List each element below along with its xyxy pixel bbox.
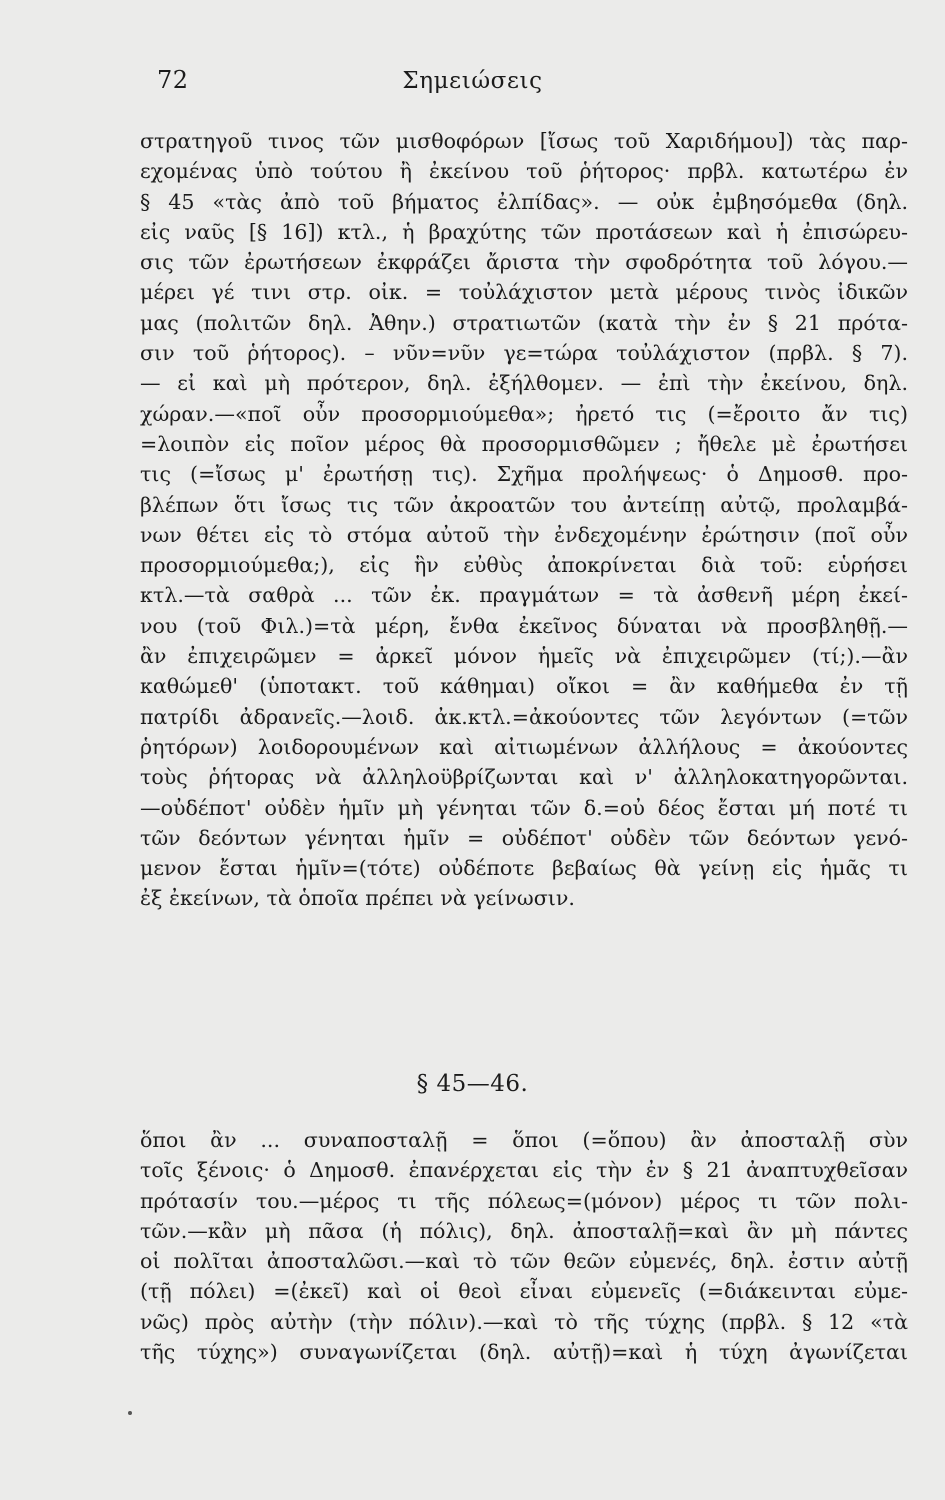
section-heading: § 45—46. — [416, 1071, 529, 1097]
text-line: τῆς τύχης») συναγωνίζεται (δηλ. αὐτῇ)=καὶ ἡ τύχη ἀγωνίζεται — [140, 1340, 908, 1365]
text-line: σιν τοῦ ῥήτορος). – νῦν=νῦν γε=τώρα τοὐλάχιστον (πρβλ. § 7). — [140, 341, 908, 366]
text-line: πρότασίν του.—μέρος τι τῆς πόλεως=(μόνον) μέρος τι τῶν πολι- — [140, 1188, 908, 1213]
text-line: εἰς ναῦς [§ 16]) κτλ., ἡ βραχύτης τῶν προτάσεων καὶ ἡ ἐπισώρευ- — [140, 219, 908, 244]
text-line: καθώμεθ' (ὑποτακτ. τοῦ κάθημαι) οἴκοι = ἂν καθήμεθα ἐν τῇ — [140, 674, 908, 699]
text-line: νου (τοῦ Φιλ.)=τὰ μέρη, ἔνθα ἐκεῖνος δύναται νὰ προσβληθῇ.— — [140, 613, 908, 638]
text-line: (τῇ πόλει) =(ἐκεῖ) καὶ οἱ θεοὶ εἶναι εὐμενεῖς (=διάκεινται εὐμε- — [140, 1279, 908, 1304]
text-line: οἱ πολῖται ἀποσταλῶσι.—καὶ τὸ τῶν θεῶν εὐμενές, δηλ. ἐστιν αὐτῇ — [140, 1249, 908, 1274]
text-line: τῶν δεόντων γένηται ἡμῖν = οὐδέποτ' οὐδὲν τῶν δεόντων γενό- — [140, 825, 908, 850]
text-line: εχομένας ὑπὸ τούτου ἢ ἐκείνου τοῦ ῥήτορος· πρβλ. κατωτέρω ἐν — [140, 159, 908, 184]
text-line: πατρίδι ἀδρανεῖς.—λοιδ. ἀκ.κτλ.=ἀκούοντες τῶν λεγόντων (=τῶν — [140, 704, 908, 729]
text-line: ὅποι ἂν ... συναποσταλῇ = ὅποι (=ὅπου) ἂν ἀποσταλῇ σὺν — [140, 1128, 908, 1152]
text-line: =λοιπὸν εἰς ποῖον μέρος θὰ προσορμισθῶμεν ; ἤθελε μὲ ἐρωτήσει — [140, 431, 908, 456]
text-line: ῥητόρων) λοιδορουμένων καὶ αἰτιωμένων ἀλλήλους = ἀκούοντες — [140, 734, 908, 759]
text-line: τις (=ἴσως μ' ἐρωτήσῃ τις). Σχῆμα προλήψεως· ὁ Δημοσθ. προ- — [140, 462, 908, 487]
text-line: μέρει γέ τινι στρ. οἰκ. = τοὐλάχιστον μετὰ μέρους τινὸς ἰδικῶν — [140, 280, 908, 305]
running-head: Σημειώσεις — [402, 68, 543, 94]
ink-speck — [128, 1411, 132, 1415]
text-line: χώραν.—«ποῖ οὖν προσορμιούμεθα»; ἠρετό τις (=ἔροιτο ἄν τις) — [140, 401, 908, 426]
text-line: βλέπων ὅτι ἴσως τις τῶν ἀκροατῶν του ἀντείπῃ αὐτῷ, προλαμβά- — [140, 492, 908, 517]
text-line: προσορμιούμεθα;), εἰς ἣν εὐθὺς ἀποκρίνεται διὰ τοῦ: εὑρήσει — [140, 553, 908, 578]
text-line: σις τῶν ἐρωτήσεων ἐκφράζει ἄριστα τὴν σφοδρότητα τοῦ λόγου.— — [140, 250, 908, 275]
text-line: τοὺς ῥήτορας νὰ ἀλληλοϋβρίζωνται καὶ ν' ἀλληλοκατηγορῶνται. — [140, 765, 908, 790]
text-line: στρατηγοῦ τινος τῶν μισθοφόρων [ἴσως τοῦ Χαριδήμου]) τὰς παρ- — [140, 129, 908, 153]
text-line: § 45 «τὰς ἀπὸ τοῦ βήματος ἐλπίδας». — οὐκ ἐμβησόμεθα (δηλ. — [140, 189, 908, 214]
text-line: νῶς) πρὸς αὐτὴν (τὴν πόλιν).—καὶ τὸ τῆς τύχης (πρβλ. § 12 «τὰ — [140, 1309, 908, 1334]
text-line: νων θέτει εἰς τὸ στόμα αὐτοῦ τὴν ἐνδεχομένην ἐρώτησιν (ποῖ οὖν — [140, 522, 908, 547]
text-line: τῶν.—κἂν μὴ πᾶσα (ἡ πόλις), δηλ. ἀποσταλῇ=καὶ ἂν μὴ πάντες — [140, 1218, 908, 1243]
text-line: — εἰ καὶ μὴ πρότερον, δηλ. ἐξήλθομεν. — ἐπὶ τὴν ἐκείνου, δηλ. — [140, 371, 908, 396]
text-line: ἂν ἐπιχειρῶμεν = ἀρκεῖ μόνον ἡμεῖς νὰ ἐπιχειρῶμεν (τί;).—ἂν — [140, 644, 908, 669]
text-line: —οὐδέποτ' οὐδὲν ἡμῖν μὴ γένηται τῶν δ.=οὐ δέος ἔσται μή ποτέ τι — [140, 795, 908, 820]
notes-block-1 — [140, 126, 908, 914]
text-line: μας (πολιτῶν δηλ. Ἀθην.) στρατιωτῶν (κατὰ τὴν ἐν § 21 πρότα- — [140, 310, 908, 335]
text-line: μενον ἔσται ἡμῖν=(τότε) οὐδέποτε βεβαίως θὰ γείνῃ εἰς ἡμᾶς τι — [140, 856, 908, 881]
page-number: 72 — [157, 66, 189, 94]
text-line: τοῖς ξένοις· ὁ Δημοσθ. ἐπανέρχεται εἰς τὴν ἐν § 21 ἀναπτυχθεῖσαν — [140, 1158, 908, 1183]
text-line: κτλ.—τὰ σαθρὰ ... τῶν ἐκ. πραγμάτων = τὰ ἀσθενῆ μέρη ἐκεί- — [140, 583, 908, 608]
text-line: ἐξ ἐκείνων, τὰ ὁποῖα πρέπει νὰ γείνωσιν. — [140, 886, 575, 911]
notes-block-2 — [140, 1125, 908, 1367]
